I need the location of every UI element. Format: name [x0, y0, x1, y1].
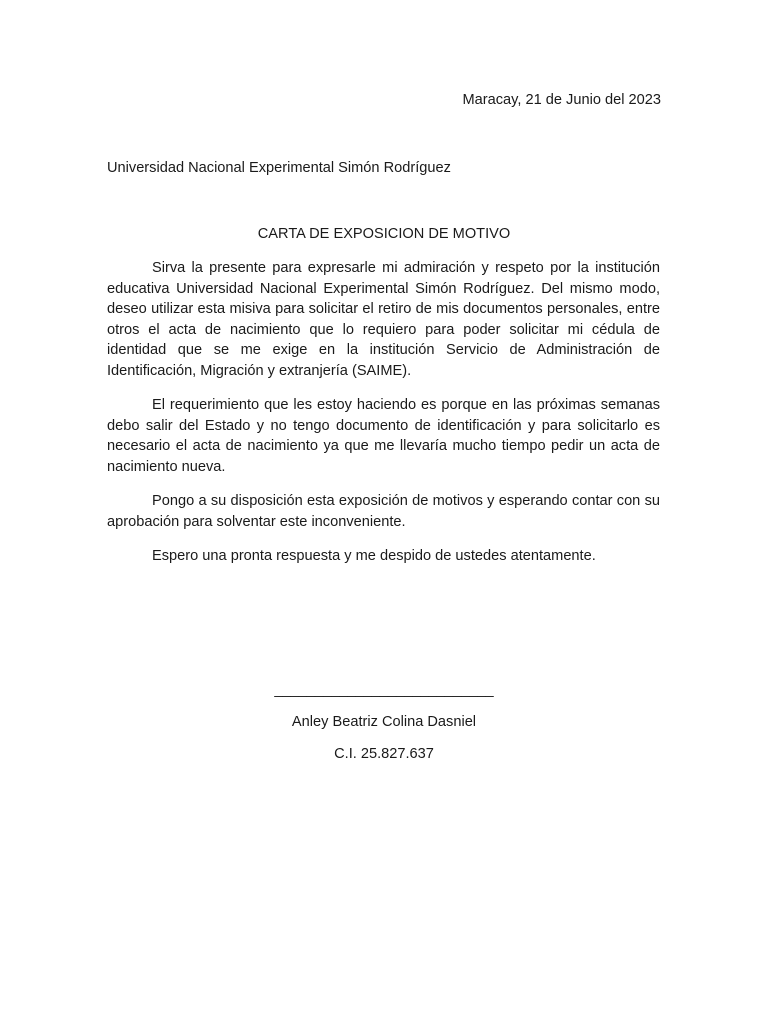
signer-id: C.I. 25.827.637: [334, 746, 434, 762]
body-paragraph-1: Sirva la presente para expresarle mi admiración y respeto por la institución educativa Universidad Nacional Experimental Simón Rodríguez. Del mismo modo, deseo utilizar esta misiva para solicitar el retiro de mis documentos personales, entre otros el acta de nacimiento que lo requiero para poder solicitar mi cédula de identidad que se me exige en la institución Servicio de Administración de Identificación, Migración y extranjería (SAIME).: [107, 260, 660, 379]
signature-block: [0, 680, 768, 764]
letter-date: Maracay, 21 de Junio del 2023: [462, 92, 661, 108]
letter-recipient: Universidad Nacional Experimental Simón Rodríguez: [107, 160, 451, 176]
signer-name: Anley Beatriz Colina Dasniel: [291, 714, 477, 730]
letter-body: [107, 258, 660, 581]
letter-title: CARTA DE EXPOSICION DE MOTIVO: [257, 226, 511, 242]
body-paragraph-4: Espero una pronta respuesta y me despido de ustedes atentamente.: [152, 548, 596, 564]
signature-line: ___________________________: [274, 682, 494, 698]
body-paragraph-2: El requerimiento que les estoy haciendo es porque en las próximas semanas debo salir del Estado y no tengo documento de identificación y para solicitarlo es necesario el acta de nacimiento ya que me llevaría mucho tiempo pedir un acta de nacimiento nueva.: [107, 397, 660, 475]
body-paragraph-3: Pongo a su disposición esta exposición de motivos y esperando contar con su aprobación para solventar este inconveniente.: [107, 493, 660, 530]
